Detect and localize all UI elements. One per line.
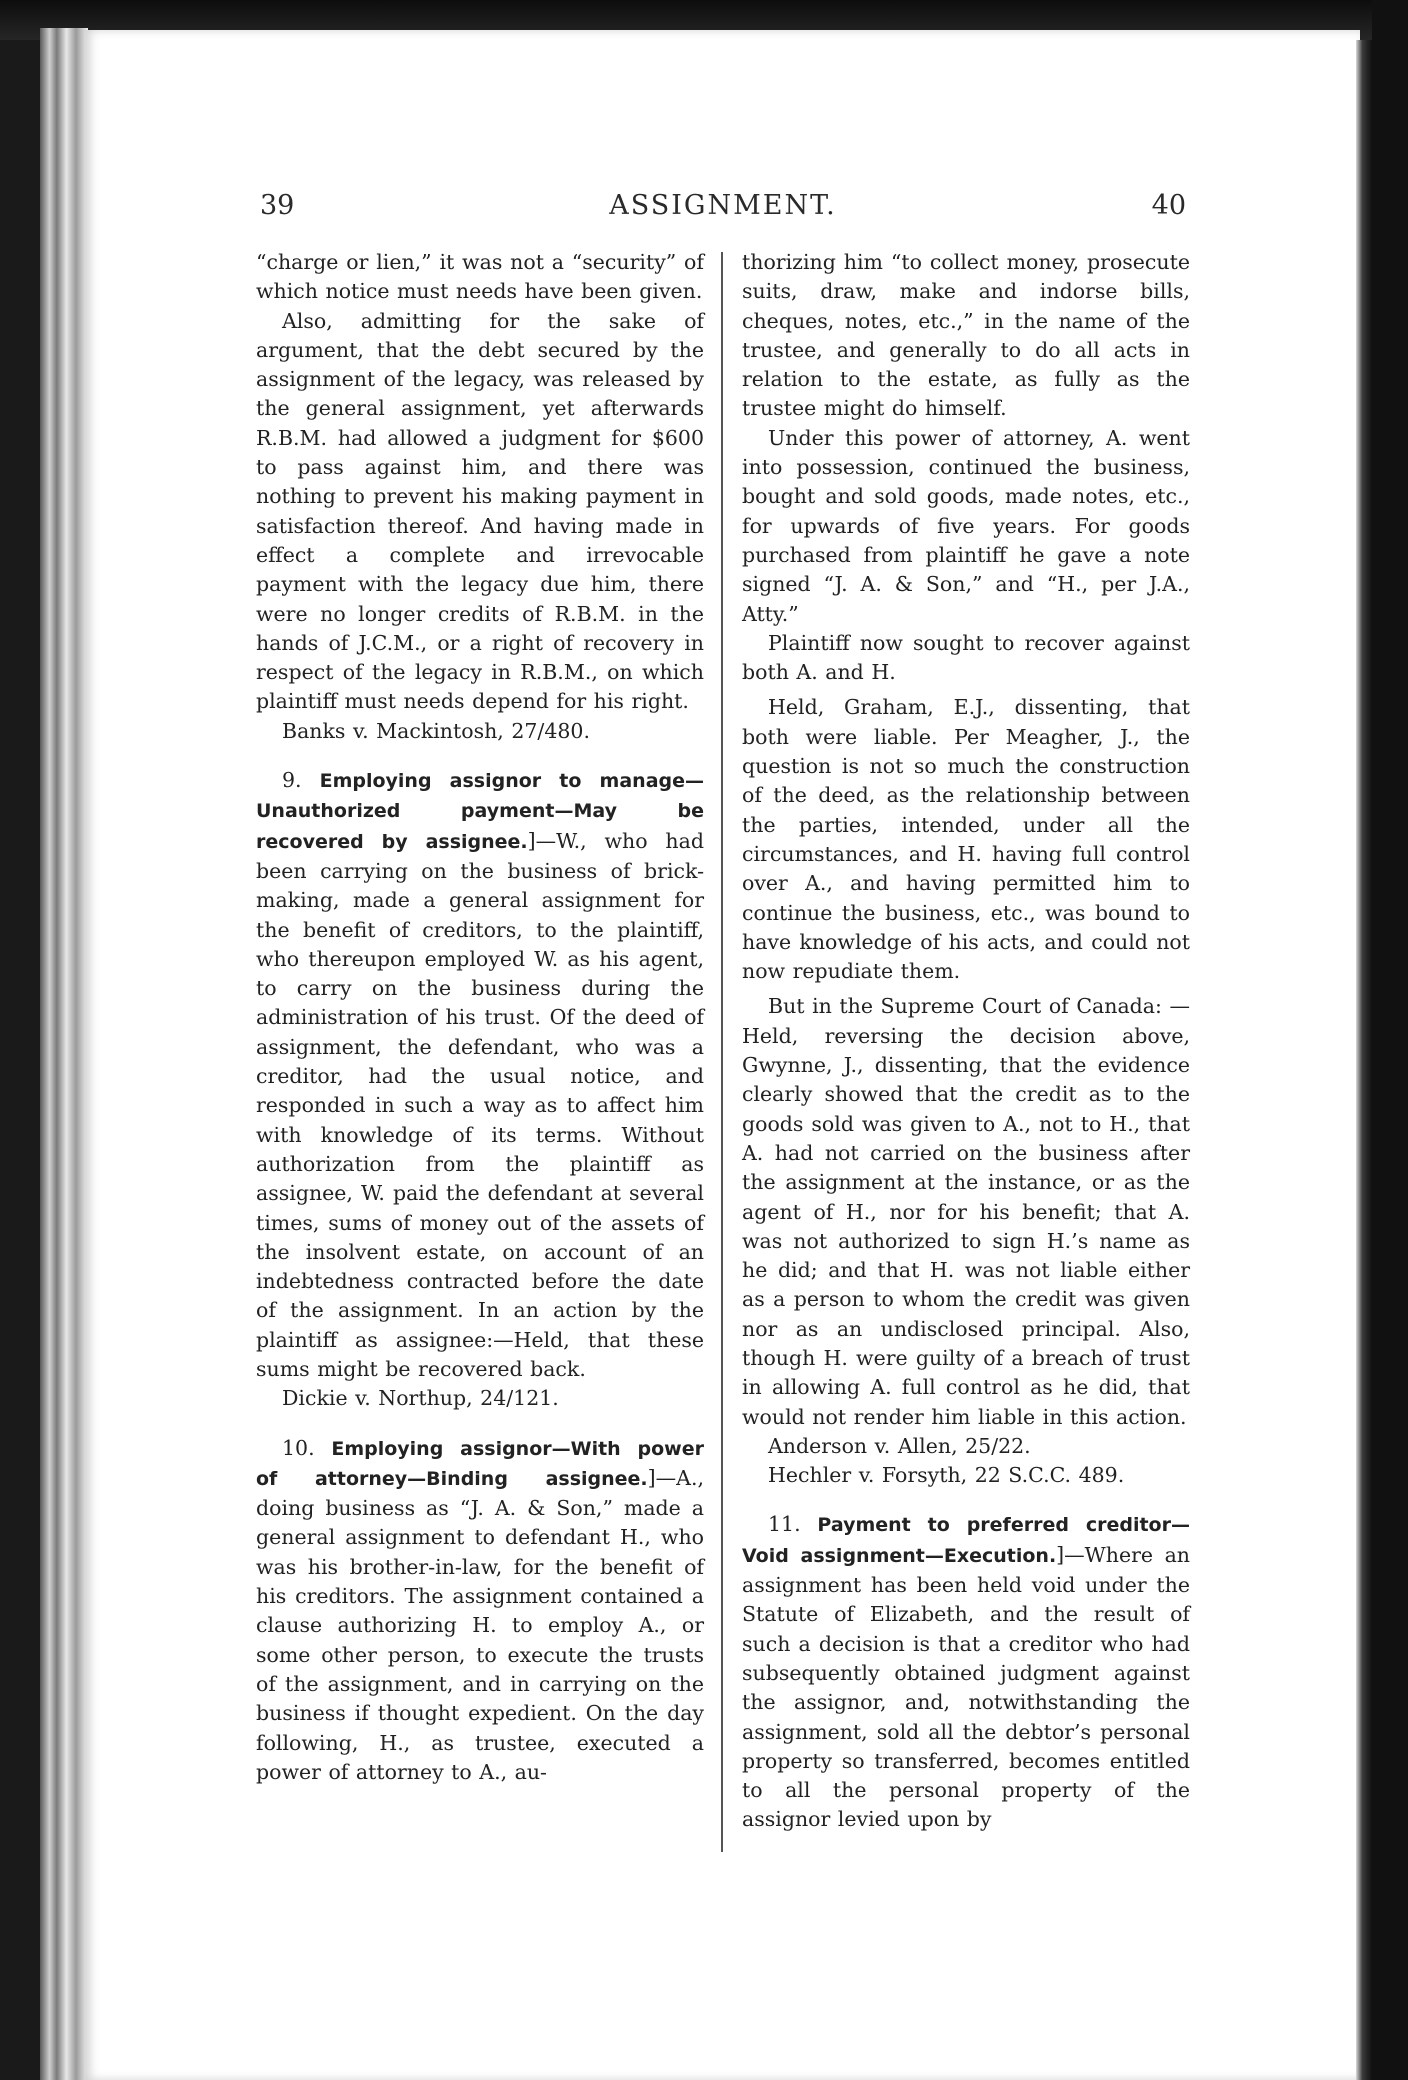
book-page-edges (40, 28, 88, 2080)
section-text: ]—A., doing business as “J. A. & Son,” made a general assignment to defendant H., who was his brother-in-law, for the benefit of his creditors. The assignment contained a clause authorizing H. to employ A., or some other person, to execute the trusts of the assignment, and in carrying on the business if thought expedient. On the day following, H., as trustee, executed a power of attorney to A., au- (256, 1465, 704, 1784)
section-11 (742, 1510, 1190, 1834)
section-heading: Employing assignor—With power of attorney—Binding assignee. (256, 1437, 704, 1490)
section-number: 11. (768, 1512, 801, 1537)
section-text: ]—W., who had been carrying on the business of brick-making, made a general assignment for the benefit of creditors, to the plaintiff, who thereupon employed W. as his agent, to carry on the business during the administration of his trust. Of the deed of assignment, the defendant, who was a creditor, had the usual notice, and responded in such a way as to affect him with knowledge of its terms. Without authorization from the plaintiff as assignee, W. paid the defendant at several times, sums of money out of the assets of the insolvent estate, on account of an indebtedness contracted before the date of the assignment. In an action by the plaintiff as assignee:—Held, that these sums might be recovered back. (256, 828, 704, 1381)
section-number: 9. (282, 768, 302, 793)
paragraph: But in the Supreme Court of Canada: —Held, reversing the decision above, Gwynne, J., dissenting, that the evidence clearly showed that the credit as to the goods sold was given to A., not to H., that A. had not carried on the business after the assignment at the instance, or as the agent of H., nor for his benefit; that A. was not authorized to sign H.’s name as he did; and that H. was not liable either as a person to whom the credit was given nor as an undisclosed principal. Also, though H. were guilty of a breach of trust in allowing A. full control as he did, that would not render him liable in this action. (742, 994, 1190, 1429)
page-header (258, 190, 1188, 230)
right-page-number: 40 (1151, 190, 1186, 221)
scan-border-right (1372, 0, 1408, 2080)
right-column (742, 248, 1190, 1835)
case-citation: Hechler v. Forsyth, 22 S.C.C. 489. (768, 1463, 1125, 1488)
paragraph: “charge or lien,” it was not a “security” of which notice must needs have been given. (256, 250, 704, 304)
case-citation: Anderson v. Allen, 25/22. (768, 1433, 1031, 1458)
section-9 (256, 766, 704, 1384)
case-citation: Banks v. Mackintosh, 27/480. (282, 718, 590, 743)
left-column (256, 248, 704, 1787)
case-citation: Dickie v. Northup, 24/121. (282, 1386, 559, 1411)
section-number: 10. (282, 1435, 315, 1460)
column-divider (721, 252, 723, 1852)
paragraph: Held, Graham, E.J., dissenting, that both were liable. Per Meagher, J., the question is not so much the construction of the deed, as the relationship between the parties, intended, under all the circumstances, and H. having full control over A., and having permitted him to continue the business, etc., was bound to have knowledge of his acts, and could not now repudiate them. (742, 695, 1190, 984)
section-heading: Payment to preferred creditor—Void assignment—Execution. (742, 1514, 1190, 1567)
left-page-number: 39 (260, 190, 295, 221)
book-gutter-right (1356, 40, 1372, 2080)
paragraph: thorizing him “to collect money, prosecute suits, draw, make and indorse bills, cheques, notes, etc.,” in the name of the trustee, and generally to do all acts in relation to the estate, as fully as the trustee might do himself. (742, 250, 1190, 421)
running-title: ASSIGNMENT. (609, 190, 837, 221)
paragraph: Also, admitting for the sake of argument, that the debt secured by the assignment of the legacy, was released by the general assignment, yet afterwards R.B.M. had allowed a judgment for $600 to pass against him, and there was nothing to prevent his making payment in satisfaction thereof. And having made in effect a complete and irrevocable payment with the legacy due him, there were no longer credits of R.B.M. in the hands of J.C.M., or a right of recovery in respect of the legacy in R.B.M., on which plaintiff must needs depend for his right. (256, 308, 704, 714)
section-heading: Employing assignor to manage—Unauthorized payment—May be recovered by assignee. (256, 770, 704, 853)
paragraph: Under this power of attorney, A. went into possession, continued the business, bought and sold goods, made notes, etc., for upwards of five years. For goods purchased from plaintiff he gave a note signed “J. A. & Son,” and “H., per J.A., Atty.” (742, 425, 1190, 626)
section-10 (256, 1434, 704, 1788)
paragraph: Plaintiff now sought to recover against both A. and H. (742, 630, 1190, 685)
section-text: ]—Where an assignment has been held void under the Statute of Elizabeth, and the result of such a decision is that a creditor who had subsequently obtained judgment against the assignor, and, notwithstanding the assignment, sold all the debtor’s personal property so transferred, becomes entitled to all the personal property of the assignor levied upon by (742, 1542, 1190, 1832)
